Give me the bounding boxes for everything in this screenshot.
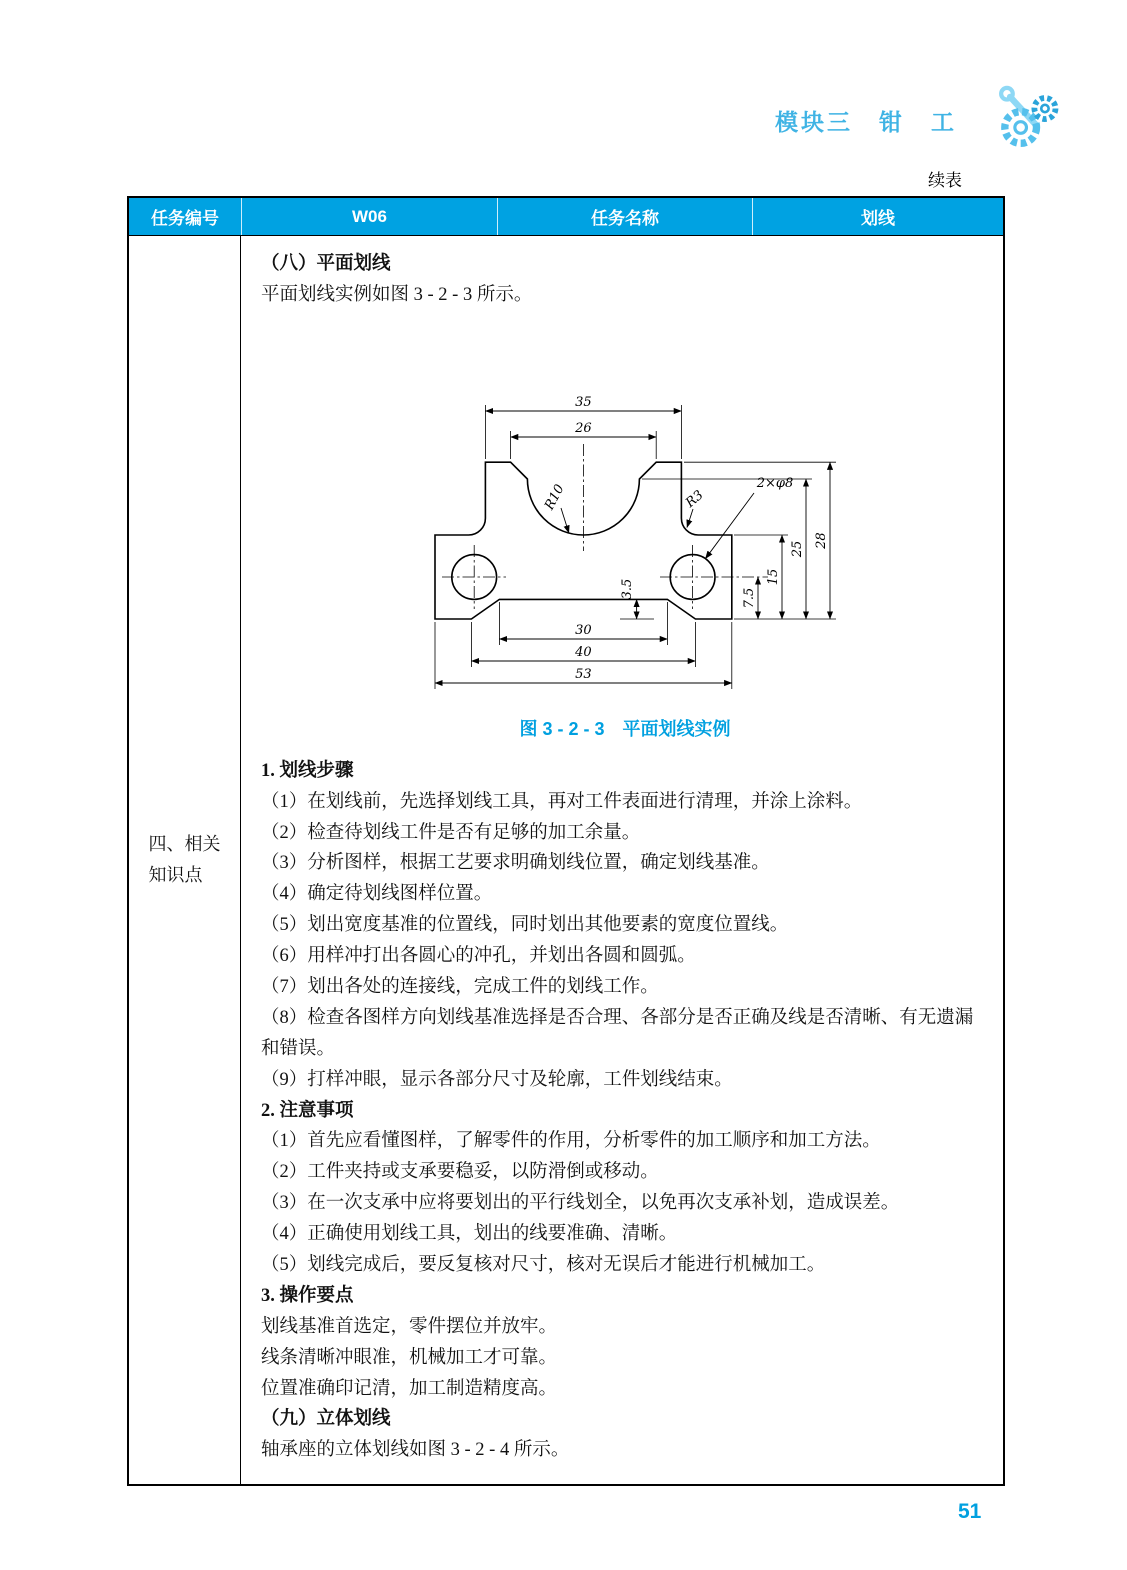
text-line: （3）在一次支承中应将要划出的平行线划全，以免再次支承补划，造成误差。: [261, 1193, 900, 1214]
text-line: （2）检查待划线工件是否有足够的加工余量。: [261, 822, 641, 843]
dim-label-25: 25: [790, 540, 805, 558]
steps-list: [261, 787, 989, 1096]
notes-title: 2. 注意事项: [261, 1100, 354, 1121]
leader-r10: [561, 508, 569, 533]
text-line: （2）工件夹持或支承要稳妥，以防滑倒或移动。: [261, 1162, 659, 1183]
text-line: 划线基准首选定，零件摆位并放牢。: [261, 1316, 558, 1337]
text-line: （6）用样冲打出各圆心的冲孔，并划出各圆和圆弧。: [261, 946, 696, 967]
table-body-row: [129, 236, 1003, 1484]
header-cell-task-value: 划线: [752, 198, 1003, 235]
points-list: [261, 1312, 989, 1405]
text-line: （4）正确使用划线工具，划出的线要准确、清晰。: [261, 1224, 678, 1245]
section9-intro: 轴承座的立体划线如图 3 - 2 - 4 所示。: [261, 1440, 570, 1461]
header-cell-task-code: W06: [241, 198, 497, 235]
technical-drawing-figure: [261, 351, 989, 714]
module-title: 模块三 钳 工: [775, 109, 957, 135]
section9-title: （九）立体划线: [261, 1409, 391, 1430]
content-cell: [241, 236, 1003, 1484]
text-line: 线条清晰冲眼准，机械加工才可靠。: [261, 1347, 558, 1368]
steps-title: 1. 划线步骤: [261, 760, 354, 781]
continued-table-label: 续表: [928, 171, 962, 190]
dim-label-r3: R3: [683, 487, 707, 511]
leader-r3: [687, 509, 693, 528]
section8-title: （八）平面划线: [261, 254, 391, 274]
table-header-row: [129, 198, 1003, 236]
sidebar-label-line1: 四、相关: [148, 834, 221, 855]
leader-holes: [705, 493, 754, 559]
dim-label-holes: 2×φ8: [756, 475, 794, 491]
dim-label-28: 28: [814, 532, 829, 549]
dim-label-35: 35: [575, 394, 592, 410]
section8-intro: 平面划线实例如图 3 - 2 - 3 所示。: [261, 284, 533, 305]
page-number: 51: [958, 1500, 982, 1523]
sidebar-label: [149, 829, 221, 890]
text-line: （8）检查各图样方向划线基准选择是否合理、各部分是否正确及线是否清晰、有无遗漏和错误。: [261, 1007, 974, 1059]
notes-list: [261, 1126, 989, 1280]
dim-label-26: 26: [575, 420, 592, 436]
text-line: （7）划出各处的连接线，完成工件的划线工作。: [261, 976, 659, 997]
sidebar-label-line2: 知识点: [148, 865, 203, 885]
text-line: （3）分析图样，根据工艺要求明确划线位置，确定划线基准。: [261, 853, 770, 874]
dim-label-7-5: 7.5: [742, 587, 757, 609]
text-line: （9）打样冲眼，显示各部分尺寸及轮廓，工件划线结束。: [261, 1069, 733, 1090]
figure-caption: 图 3 - 2 - 3 平面划线实例: [519, 718, 731, 739]
task-table: [127, 196, 1005, 1486]
dim-label-53: 53: [575, 666, 592, 682]
header-cell-task-number: 任务编号: [151, 209, 219, 228]
header-cell-task-name: 任务名称: [497, 198, 752, 235]
text-line: （1）首先应看懂图样，了解零件的作用，分析零件的加工顺序和加工方法。: [261, 1131, 881, 1152]
text-line: （1）在划线前，先选择划线工具，再对工件表面进行清理，并涂上涂料。: [261, 791, 863, 812]
text-line: （4）确定待划线图样位置。: [261, 884, 493, 905]
dim-label-40: 40: [575, 644, 592, 660]
points-title: 3. 操作要点: [261, 1285, 354, 1306]
extension-lines: [435, 405, 836, 689]
gear-wrench-icon: [989, 80, 1065, 156]
dim-label-r10: R10: [542, 481, 568, 513]
text-line: （5）划出宽度基准的位置线，同时划出其他要素的宽度位置线。: [261, 915, 789, 936]
text-line: （5）划线完成后，要反复核对尺寸，核对无误后才能进行机械加工。: [261, 1254, 826, 1275]
dim-label-30: 30: [575, 622, 592, 638]
dim-label-15: 15: [766, 568, 781, 586]
text-line: 位置准确印记清，加工制造精度高。: [261, 1378, 558, 1399]
plane-scribing-drawing: [390, 351, 860, 703]
dim-label-3-5: 3.5: [620, 578, 635, 600]
sidebar-cell: [129, 236, 241, 1484]
